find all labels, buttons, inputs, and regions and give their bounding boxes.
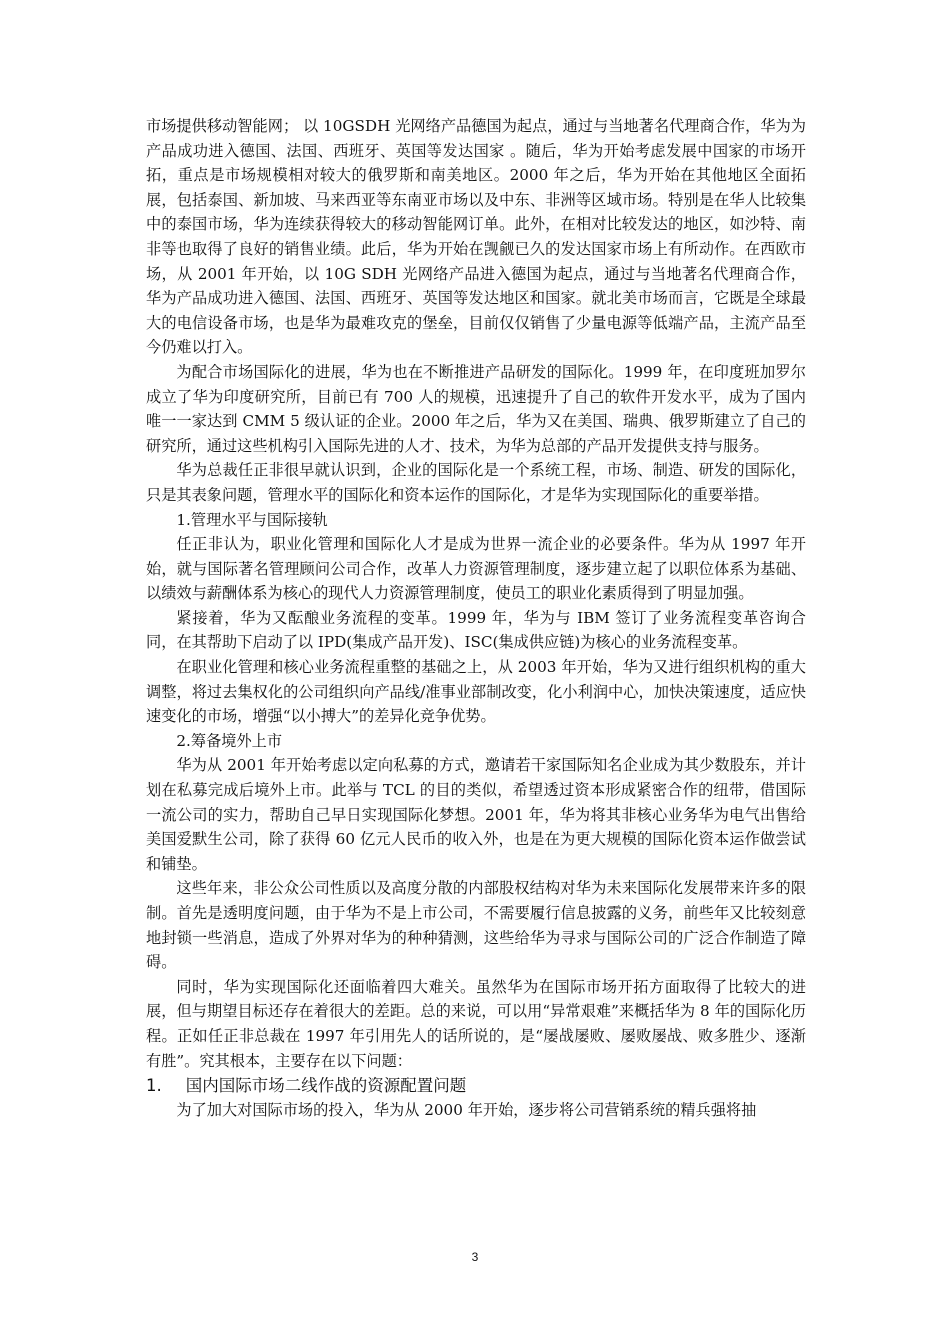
paragraph-private-placement: 华为从 2001 年开始考虑以定向私募的方式，邀请若干家国际知名企业成为其少数股东，并计划在私募完成后境外上市。此举与 TCL 的目的类似，希望透过资本形成紧密合作的纽带，借国际一流公司的实力，帮助自己早日实现国际化梦想。2001 年，华为将其非核心业务华为电气出售给美国爱默生公司，除了获得 60 亿元人民币的收入外，也是在为更大规模的国际化资本运作做尝试和铺垫。: [146, 756, 806, 873]
paragraph-resource-allocation: 为了加大对国际市场的投入，华为从 2000 年开始，逐步将公司营销系统的精兵强将抽: [176, 1101, 757, 1120]
page-number: 3: [471, 1250, 479, 1264]
paragraph-org-restructure: 在职业化管理和核心业务流程重整的基础之上，从 2003 年开始，华为又进行组织机构的重大调整，将过去集权化的公司组织向产品线/准事业部制改变，化小利润中心，加快决策速度，适应快速变化的市场，增强“以小搏大”的差异化竞争优势。: [146, 658, 806, 726]
paragraph-system-engineering: 华为总裁任正非很早就认识到，企业的国际化是一个系统工程，市场、制造、研发的国际化，只是其表象问题，管理水平的国际化和资本运作的国际化，才是华为实现国际化的重要举措。: [146, 461, 806, 504]
paragraph-market-expansion: 市场提供移动智能网； 以 10GSDH 光网络产品德国为起点，通过与当地著名代理商合作，华为为产品成功进入德国、法国、西班牙、英国等发达国家 。随后，华为开始考虑发展中国家的市场开拓，重点是市场规模相对较大的俄罗斯和南美地区。2000 年之后，华为开始在其他地区全面拓展，包括泰国、新加坡、马来西亚等东南亚市场以及中东、非洲等区域市场。特别是在华人比较集中的泰国市场，华为连续获得较大的移动智能网订单。此外，在相对比较发达的地区，如沙特、南非等也取得了良好的销售业绩。此后，华为开始在觊觎已久的发达国家市场上有所动作。在西欧市场，从 2001 年开始，以 10G SDH 光网络产品进入德国为起点，通过与当地著名代理商合作，华为产品成功进入德国、法国、西班牙、英国等发达地区和国家。就北美市场而言，它既是全球最大的电信设备市场，也是华为最难攻克的堡垒，目前仅仅销售了少量电源等低端产品，主流产品至今仍难以打入。: [146, 117, 806, 357]
paragraph-four-challenges: 同时，华为实现国际化还面临着四大难关。虽然华为在国际市场开拓方面取得了比较大的进展，但与期望目标还存在着很大的差距。总的来说，可以用“异常艰难”来概括华为 8 年的国际化历程。正如任正非总裁在 1997 年引用先人的话所说的，是“屡战屡败、屡败屡战、败多胜少、逐渐有胜”。究其根本，主要存在以下问题：: [146, 977, 806, 1070]
numbered-heading-number: 1.: [146, 1076, 162, 1096]
paragraph-hr-management: 任正非认为，职业化管理和国际化人才是成为世界一流企业的必要条件。华为从 1997 年开始，就与国际著名管理顾问公司合作，改革人力资源管理制度，逐步建立起了以职位体系为基础、以绩效与薪酬体系为核心的现代人力资源管理制度，使员工的职业化素质得到了明显加强。: [146, 535, 806, 603]
subheading-management: 1.管理水平与国际接轨: [176, 510, 328, 529]
paragraph-process-reform: 紧接着，华为又酝酿业务流程的变革。1999 年，华为与 IBM 签订了业务流程变革咨询合同，在其帮助下启动了以 IPD(集成产品开发)、ISC(集成供应链)为核心的业务流程变革。: [146, 608, 806, 652]
numbered-heading-text: 国内国际市场二线作战的资源配置问题: [185, 1076, 467, 1096]
paragraph-rnd-internationalization: 为配合市场国际化的进展，华为也在不断推进产品研发的国际化。1999 年，在印度班加罗尔成立了华为印度研究所，目前已有 700 人的规模，迅速提升了自己的软件开发水平，成为了国内唯一一家达到 CMM 5 级认证的企业。2000 年之后，华为又在美国、瑞典、俄罗斯建立了自己的研究所，通过这些机构引入国际先进的人才、技术，为华为总部的产品开发提供支持与服务。: [146, 362, 806, 455]
paragraph-transparency: 这些年来，非公众公司性质以及高度分散的内部股权结构对华为未来国际化发展带来许多的限制。首先是透明度问题，由于华为不是上市公司，不需要履行信息披露的义务，前些年又比较刻意地封锁一些消息，造成了外界对华为的种种猜测，这些给华为寻求与国际公司的广泛合作制造了障碍。: [146, 879, 806, 972]
document-body: [146, 114, 806, 1123]
subheading-listing: 2.筹备境外上市: [176, 731, 283, 750]
numbered-heading: [146, 1073, 806, 1098]
